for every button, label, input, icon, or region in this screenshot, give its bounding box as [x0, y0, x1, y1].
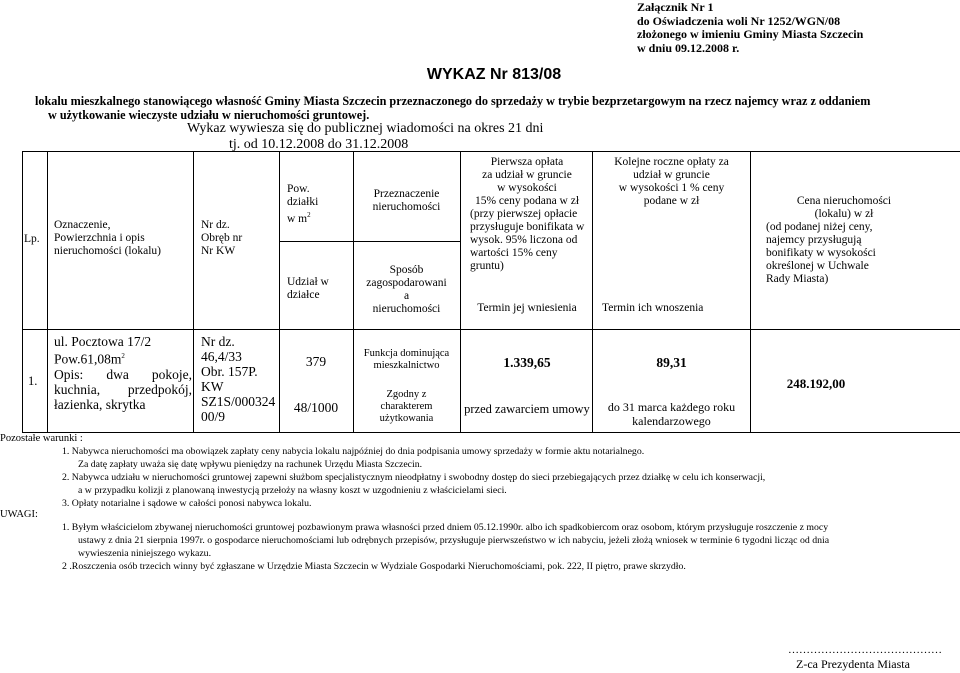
column-divider — [460, 151, 461, 432]
header-text: (przy pierwszej opłacie — [470, 208, 578, 220]
header-first-fee — [462, 156, 592, 273]
row-desc: kuchnia, przedpokój, — [54, 381, 192, 397]
attachment-line: Załącznik Nr 1 — [637, 0, 714, 14]
row-area-sup: 2 — [121, 352, 125, 360]
header-text: (lokalu) w zł — [814, 208, 874, 220]
column-divider — [750, 151, 751, 432]
period-note: tj. od 10.12.2008 do 31.12.2008 — [229, 137, 409, 152]
header-text: Powierzchnia i opis — [54, 232, 145, 244]
attachment-line: złożonego w imieniu Gminy Miasta Szczecin — [637, 27, 864, 41]
row-purpose — [354, 348, 459, 372]
header-text: wartości 15% ceny — [470, 247, 558, 259]
header-text: działki — [287, 196, 319, 208]
header-text: w wysokości — [497, 182, 557, 194]
header-share — [287, 276, 351, 302]
header-text: w m — [287, 212, 308, 225]
header-text: udział w gruncie — [633, 169, 710, 181]
row-term-line: do 31 marca każdego roku — [607, 400, 736, 414]
row-designation — [54, 334, 192, 412]
header-text: (od podanej niżej ceny, — [766, 221, 873, 233]
column-divider — [279, 151, 280, 432]
header-text: w wysokości 1 % ceny — [618, 182, 725, 194]
header-text: nieruchomości — [372, 201, 441, 213]
row-term-line: kalendarzowego — [632, 414, 711, 428]
uwagi-line: 2 .Roszczenia osób trzecich winny być zgłaszane w Urzędzie Miasta Szczecin w Wydziale Gospodarki Nieruchomościami, pok. 222, II piętro, prawe skrzydło. — [62, 561, 686, 572]
row-area-text: Pow.61,08m — [54, 351, 122, 367]
table-header-border — [22, 329, 960, 330]
condition-line: Za datę zapłaty uważa się datę wpływu pieniędzy na rachunek Urzędu Miasta Szczecin. — [78, 459, 423, 470]
header-text: najemcy przysługują — [766, 234, 862, 246]
row-purpose-line: Funkcja dominująca — [363, 348, 450, 359]
header-text: Nr KW — [201, 245, 236, 257]
row-plot-line: SZ1S/000324 — [201, 394, 276, 409]
publish-note: Wykaz wywiesza się do publicznej wiadomości na okres 21 dni — [187, 121, 544, 136]
header-text: Udział w — [287, 276, 329, 288]
uwagi-label: UWAGI: — [0, 509, 38, 520]
row-usage-line: charakterem — [380, 401, 433, 412]
header-text: Rady Miasta) — [766, 273, 829, 285]
header-text: działce — [287, 289, 320, 301]
condition-line: a w przypadku kolizji z planowaną inwestycją przełoży na własny koszt w uzgodnieniu z właścicielami sieci. — [78, 485, 507, 496]
table-top-border — [22, 151, 960, 152]
row-lp: 1. — [28, 374, 38, 388]
row-usage-line: Zgodny z — [386, 389, 427, 400]
signature-dots: …………………………………… — [788, 644, 942, 656]
table-bottom-border — [22, 432, 960, 433]
header-text: bonifikaty w wysokości — [766, 247, 876, 259]
header-text: gruntu) — [470, 260, 504, 272]
row-plot — [201, 334, 278, 424]
header-text: podane w zł — [643, 195, 700, 207]
intro-text-2: w użytkowanie wieczyste udziału w nieruchomości gruntowej. — [48, 108, 370, 122]
header-text: Nr dz. — [201, 219, 230, 231]
intro-text: lokalu mieszkalnego stanowiącego własność Gminy Miasta Szczecin przeznaczonego do sprzedaży w trybie bezprzetargowym na rzecz najemcy wraz z oddaniem — [35, 94, 871, 108]
header-text: Kolejne roczne opłaty za — [614, 156, 729, 168]
row-price: 248.192,00 — [786, 376, 846, 391]
row-plot-line: Obr. 157P. — [201, 364, 258, 379]
row-desc: Opis: dwa pokoje, — [54, 366, 192, 382]
row-plot-line: 00/9 — [201, 409, 226, 424]
column-divider — [47, 151, 48, 432]
header-split — [279, 241, 460, 242]
condition-line: 2. Nabywca udziału w nieruchomości gruntowej zapewni służbom specjalistycznym nieodpłatny i swobodny dostęp do sieci przebiegających przez działkę w celu ich konserwacji, — [62, 472, 766, 483]
row-annual-fee-term — [594, 400, 749, 428]
header-text: określonej w Uchwale — [766, 260, 869, 272]
header-text: Sposób — [389, 264, 424, 276]
header-price — [752, 195, 958, 286]
row-first-fee: 1.339,65 — [503, 355, 551, 370]
header-text: nieruchomości — [372, 303, 441, 315]
header-text: Obręb nr — [201, 232, 243, 244]
header-text: zagospodarowani — [366, 277, 447, 289]
header-text: przysługuje bonifikata w — [470, 221, 585, 233]
column-divider — [592, 151, 593, 432]
other-conditions-label: Pozostałe warunki : — [0, 433, 83, 444]
header-text: Cena nieruchomości — [796, 195, 892, 207]
header-annual-fee — [594, 156, 749, 208]
table-left-border — [22, 151, 23, 432]
uwagi-line: ustawy z dnia 21 sierpnia 1997r. o gospodarce nieruchomościami lub odrębnych przepisów, przysługuje pierwszeństwo w ich nabyciu, jeżeli złożą wniosek w terminie 6 tygodni licząc od dnia — [78, 535, 830, 546]
header-text: Oznaczenie, — [54, 219, 111, 231]
row-usage-line: użytkowania — [379, 413, 434, 424]
row-first-fee-term: przed zawarciem umowy — [464, 402, 590, 416]
header-text: za udział w gruncie — [482, 169, 572, 181]
header-text: nieruchomości (lokalu) — [54, 245, 161, 257]
header-area — [287, 183, 351, 226]
row-purpose-line: mieszkalnictwo — [373, 360, 440, 371]
column-divider — [193, 151, 194, 432]
header-lp: Lp. — [24, 233, 40, 245]
row-desc: łazienka, skrytka — [54, 396, 146, 412]
row-annual-fee: 89,31 — [656, 355, 687, 370]
page-title: WYKAZ Nr 813/08 — [426, 66, 562, 83]
header-text: 15% ceny podana w zł — [474, 195, 580, 207]
condition-line: 1. Nabywca nieruchomości ma obowiązek zapłaty ceny nabycia lokalu najpóźniej do dnia podpisania umowy sprzedaży w formie aktu notarialnego. — [62, 446, 645, 457]
row-share: 48/1000 — [293, 400, 339, 415]
attachment-line: w dniu 09.12.2008 r. — [637, 40, 740, 55]
row-plot-line: KW — [201, 379, 224, 394]
header-first-fee-term: Termin jej wniesienia — [477, 302, 577, 314]
row-plot-line: Nr dz. — [201, 334, 235, 349]
attachment-line: do Oświadczenia woli Nr 1252/WGN/08 — [637, 13, 841, 28]
uwagi-line: 1. Byłym właścicielom zbywanej nieruchomości gruntowej pozbawionym prawa własności przed dniem 05.12.1990r. albo ich spadkobiercom oraz osobom, którym przysługuje roszczenie z mocy — [62, 522, 829, 533]
header-sup: 2 — [307, 211, 311, 219]
header-annual-fee-term: Termin ich wnoszenia — [602, 302, 704, 314]
attachment-block — [637, 1, 863, 55]
header-text: Pow. — [287, 183, 310, 195]
header-plot — [201, 219, 277, 258]
row-usage — [354, 389, 459, 425]
header-text: wysok. 95% liczona od — [470, 234, 578, 246]
row-area: 379 — [305, 354, 327, 369]
header-designation — [54, 219, 192, 258]
row-plot-line: 46,4/33 — [201, 349, 242, 364]
header-text: Pierwsza opłata — [490, 156, 564, 168]
header-usage — [354, 264, 459, 316]
header-text: Przeznaczenie — [373, 188, 440, 200]
header-purpose — [354, 188, 459, 214]
uwagi-line: wywieszenia niniejszego wykazu. — [78, 548, 212, 559]
row-address: ul. Pocztowa 17/2 — [54, 334, 152, 349]
condition-line: 3. Opłaty notarialne i sądowe w całości ponosi nabywca lokalu. — [62, 498, 312, 509]
header-text: a — [403, 290, 410, 302]
signature-label: Z-ca Prezydenta Miasta — [796, 657, 910, 671]
